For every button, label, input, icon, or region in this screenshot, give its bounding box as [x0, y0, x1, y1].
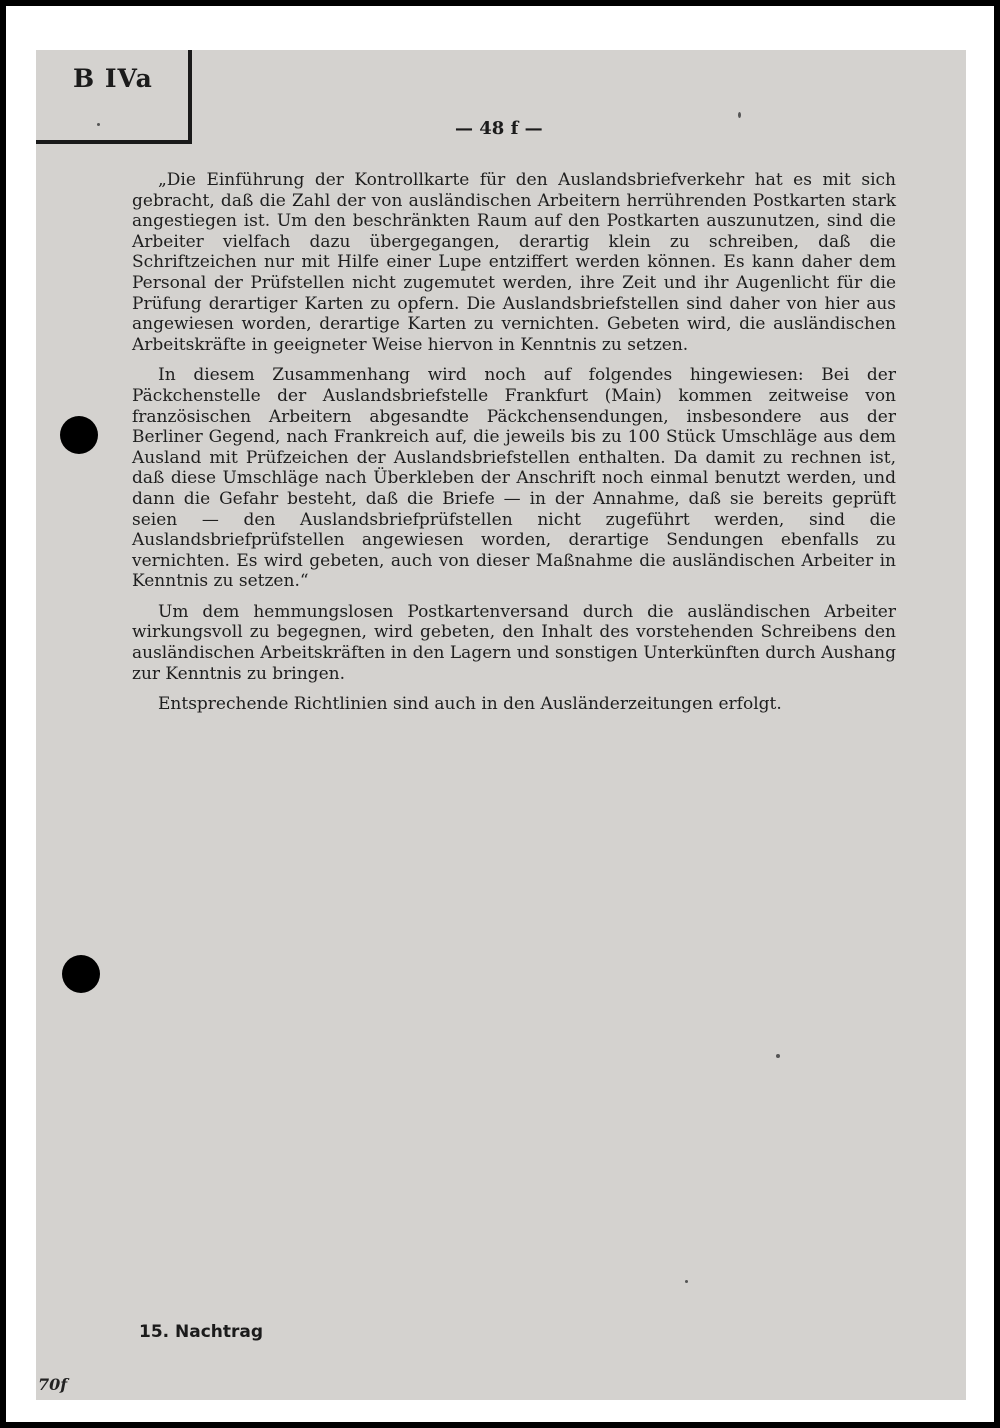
- dust-speck: [738, 112, 741, 118]
- dust-speck: [97, 123, 100, 126]
- section-label: B IVa: [73, 64, 153, 93]
- scan-mark: 70f: [38, 1375, 68, 1394]
- dust-speck: [776, 1054, 780, 1058]
- paragraph-4: Entsprechende Richtlinien sind auch in den Ausländerzeitungen erfolgt.: [158, 694, 782, 715]
- paragraph-1: „Die Einführung der Kontrollkarte für den Auslandsbriefverkehr hat es mit sich gebracht, daß die Zahl der von ausländischen Arbeitern herrührenden Postkarten stark angestiegen ist. Um den beschränkten Raum auf den Postkarten auszunutzen, sind die Arbeiter vielfach dazu übergegangen, derartig klein zu schreiben, daß die Schriftzeichen nur mit Hilfe einer Lupe entziffert werden können. Es kann daher dem Personal der Prüfstellen nicht zugemutet werden, ihre Zeit und ihr Augenlicht für die Prüfung derartiger Karten zu opfern. Die Auslandsbriefstellen sind daher von hier aus angewiesen worden, derartige Karten zu vernichten. Gebeten wird, die ausländischen Arbeitskräfte in geeigneter Weise hiervon in Kenntnis zu setzen.: [132, 170, 896, 355]
- paragraph-3: Um dem hemmungslosen Postkartenversand durch die ausländischen Arbeiter wirkungsvoll zu begegnen, wird gebeten, den Inhalt des vorstehenden Schreibens den ausländischen Arbeitskräften in den Lagern und sonstigen Unterkünften durch Aushang zur Kenntnis zu bringen.: [132, 601, 896, 684]
- dust-speck: [685, 1280, 688, 1283]
- punch-hole-top: [60, 416, 98, 454]
- page-number: — 48 f —: [455, 118, 543, 139]
- paragraph-2: In diesem Zusammenhang wird noch auf folgendes hingewiesen: Bei der Päckchenstelle der Auslandsbriefstelle Frankfurt (Main) kommen zeitweise von französischen Arbeitern abgesandte Päckchensendungen, insbesondere aus der Berliner Gegend, nach Frankreich auf, die jeweils bis zu 100 Stück Umschläge aus dem Ausland mit Prüfzeichen der Auslandsbriefstellen enthalten. Da damit zu rechnen ist, daß diese Umschläge nach Überkleben der Anschrift noch einmal benutzt werden, und dann die Gefahr besteht, daß die Briefe — in der Annahme, daß sie bereits geprüft seien — den Auslandsbriefprüfstellen nicht zugeführt werden, sind die Auslandsbriefprüfstellen angewiesen worden, derartige Sendungen ebenfalls zu vernichten. Es wird gebeten, auch von dieser Maßnahme die ausländischen Arbeiter in Kenntnis zu setzen.“: [132, 365, 896, 592]
- supplement-label: 15. Nachtrag: [139, 1322, 264, 1342]
- body-text: [132, 170, 896, 725]
- punch-hole-bottom: [62, 955, 100, 993]
